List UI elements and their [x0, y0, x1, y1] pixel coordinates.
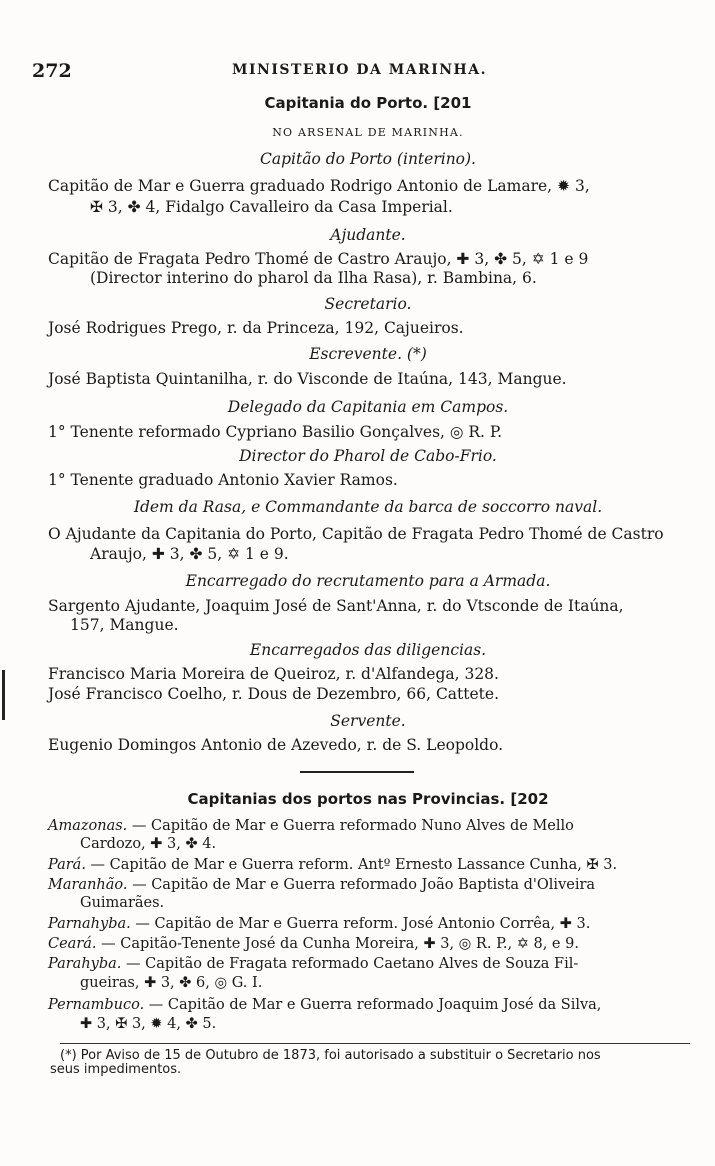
entry-line: Capitão de Fragata Pedro Thomé de Castro Araujo, ✚ 3, ✤ 5, ✡ 1 e 9 [48, 250, 589, 268]
province-name: Parahyba. [48, 956, 122, 972]
entry-line: Francisco Maria Moreira de Queiroz, r. d'Alfandega, 328. [48, 665, 499, 683]
province-continuation: Cardozo, ✚ 3, ✤ 4. [80, 836, 217, 852]
province-text: — Capitão de Mar e Guerra reform. José Antonio Corrêa, ✚ 3. [135, 916, 591, 932]
province-entry [48, 954, 688, 974]
province-entry [48, 855, 688, 875]
province-entry [48, 934, 688, 954]
section-title-capitania: Capitania do Porto. [201 [264, 94, 472, 112]
entry-line: Sargento Ajudante, Joaquim José de Sant'Anna, r. do Vtsconde de Itaúna, [48, 597, 624, 615]
province-text: — Capitão de Mar e Guerra reform. Antº Ernesto Lassance Cunha, ✠ 3. [90, 857, 618, 873]
province-entry [48, 816, 688, 836]
province-text: — Capitão-Tenente José da Cunha Moreira, ✚ 3, ◎ R. P., ✡ 8, e 9. [101, 936, 579, 952]
entry-line: Eugenio Domingos Antonio de Azevedo, r. de S. Leopoldo. [48, 736, 504, 754]
entry-line: 1° Tenente graduado Antonio Xavier Ramos. [48, 471, 398, 489]
province-entry [48, 995, 688, 1015]
role-heading: Idem da Rasa, e Commandante da barca de soccorro naval. [133, 498, 603, 516]
province-name: Ceará. [48, 936, 97, 952]
role-heading: Encarregado do recrutamento para a Armada. [185, 572, 551, 590]
province-continuation: Guimarães. [80, 895, 165, 911]
entry-line: Capitão de Mar e Guerra graduado Rodrigo Antonio de Lamare, ✹ 3, [48, 177, 590, 195]
entry-line: ✠ 3, ✤ 4, Fidalgo Cavalleiro da Casa Imperial. [90, 198, 453, 216]
province-continuation: gueiras, ✚ 3, ✤ 6, ◎ G. I. [80, 975, 263, 991]
running-title: MINISTERIO DA MARINHA. [231, 62, 488, 78]
province-text: — Capitão de Mar e Guerra reformado Joaquim José da Silva, [148, 997, 602, 1013]
entry-line: José Rodrigues Prego, r. da Princeza, 192, Cajueiros. [48, 319, 464, 337]
entry-line: José Francisco Coelho, r. Dous de Dezembro, 66, Cattete. [48, 685, 500, 703]
footnote-line: seus impedimentos. [50, 1062, 182, 1077]
province-text: — Capitão de Mar e Guerra reformado João Baptista d'Oliveira [132, 877, 596, 893]
footnote-line: (*) Por Aviso de 15 de Outubro de 1873, foi autorisado a substituir o Secretario nos [60, 1048, 601, 1063]
role-heading: Director do Pharol de Cabo-Frio. [239, 447, 497, 465]
province-name: Parnahyba. [48, 916, 131, 932]
province-continuation: ✚ 3, ✠ 3, ✹ 4, ✤ 5. [80, 1016, 217, 1032]
entry-line: 1° Tenente reformado Cypriano Basilio Gonçalves, ◎ R. P. [48, 423, 503, 441]
role-heading: Ajudante. [330, 226, 406, 244]
entry-line: Araujo, ✚ 3, ✤ 5, ✡ 1 e 9. [90, 545, 289, 563]
entry-line: 157, Mangue. [70, 616, 179, 634]
province-entry [48, 914, 688, 934]
role-heading: Encarregados das diligencias. [249, 641, 487, 659]
role-heading: Servente. [330, 712, 406, 730]
section-divider [300, 771, 414, 773]
province-name: Pará. [48, 857, 86, 873]
role-heading: Capitão do Porto (interino). [260, 150, 476, 168]
province-name: Pernambuco. [48, 997, 145, 1013]
page-number: 272 [32, 60, 72, 82]
section-title-provincias: Capitanias dos portos nas Provincias. [202 [187, 790, 549, 808]
province-name: Amazonas. [48, 818, 128, 834]
province-name: Maranhão. [48, 877, 128, 893]
entry-line: (Director interino do pharol da Ilha Rasa), r. Bambina, 6. [90, 269, 537, 287]
role-heading: Escrevente. (*) [309, 345, 427, 363]
role-heading: Secretario. [324, 295, 412, 313]
entry-line: O Ajudante da Capitania do Porto, Capitão de Fragata Pedro Thomé de Castro [48, 525, 664, 543]
footnote-divider [60, 1043, 690, 1044]
province-text: — Capitão de Fragata reformado Caetano Alves de Souza Fil- [126, 956, 579, 972]
section-subtitle: NO ARSENAL DE MARINHA. [272, 126, 464, 139]
entry-line: José Baptista Quintanilha, r. do Visconde de Itaúna, 143, Mangue. [48, 370, 567, 388]
margin-mark [2, 670, 5, 720]
page-header [32, 60, 687, 84]
province-entry [48, 875, 688, 895]
province-text: — Capitão de Mar e Guerra reformado Nuno Alves de Mello [131, 818, 574, 834]
role-heading: Delegado da Capitania em Campos. [227, 398, 509, 416]
